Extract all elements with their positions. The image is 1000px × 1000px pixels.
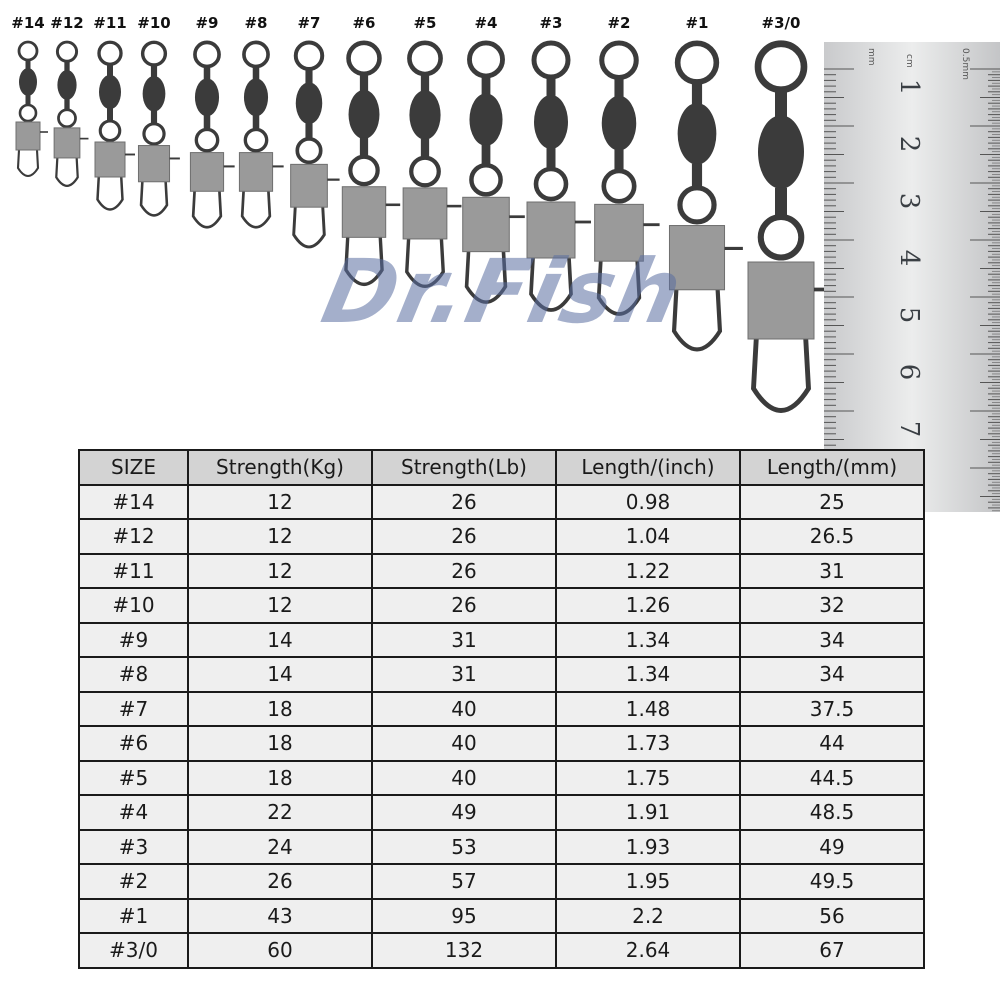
swivel-snap-icon [669, 43, 742, 349]
table-cell: #6 [79, 726, 188, 761]
table-cell: 48.5 [740, 795, 924, 830]
table-row [79, 485, 924, 520]
table-cell: #7 [79, 692, 188, 727]
table-cell: 44.5 [740, 761, 924, 796]
table-cell: 26 [372, 485, 556, 520]
table-cell: 40 [372, 692, 556, 727]
table-cell: #10 [79, 588, 188, 623]
size-label: #2 [607, 14, 631, 32]
table-cell: #4 [79, 795, 188, 830]
table-row [79, 519, 924, 554]
table-cell: #9 [79, 623, 188, 658]
size-label: #6 [352, 14, 376, 32]
table-cell: 12 [188, 588, 372, 623]
header-row [79, 450, 924, 485]
table-cell: 67 [740, 933, 924, 968]
size-label: #10 [137, 14, 171, 32]
swivel-snap-icon [291, 43, 340, 247]
brand-watermark: Dr.Fish [314, 240, 693, 343]
table-cell: 40 [372, 726, 556, 761]
column-header: Length/(mm) [740, 450, 924, 485]
table-cell: 1.34 [556, 657, 740, 692]
table-cell: 31 [740, 554, 924, 589]
table-cell: 37.5 [740, 692, 924, 727]
spec-table [78, 449, 925, 969]
table-cell: 18 [188, 726, 372, 761]
table-cell: 1.75 [556, 761, 740, 796]
column-header: SIZE [79, 450, 188, 485]
table-body [79, 485, 924, 968]
table-cell: 18 [188, 761, 372, 796]
size-label: #4 [474, 14, 498, 32]
ruler-number: 2 [894, 135, 924, 153]
table-row [79, 864, 924, 899]
table-cell: #14 [79, 485, 188, 520]
size-label: #5 [413, 14, 437, 32]
size-label: #8 [244, 14, 268, 32]
table-cell: 12 [188, 485, 372, 520]
table-cell: 1.04 [556, 519, 740, 554]
table-cell: 40 [372, 761, 556, 796]
table-cell: 12 [188, 554, 372, 589]
table-cell: 2.64 [556, 933, 740, 968]
table-cell: 31 [372, 657, 556, 692]
table-header [79, 450, 924, 485]
ruler-number: 7 [894, 420, 924, 438]
column-header: Strength(Kg) [188, 450, 372, 485]
table-cell: 49 [740, 830, 924, 865]
ruler-number: 3 [894, 192, 924, 210]
table-cell: 56 [740, 899, 924, 934]
swivel-snap-icon [342, 43, 400, 285]
table-row [79, 726, 924, 761]
table-cell: 1.95 [556, 864, 740, 899]
table-cell: 1.91 [556, 795, 740, 830]
ruler-number: 4 [894, 249, 924, 267]
swivel-snap-icon [16, 42, 48, 176]
table-cell: 26 [372, 588, 556, 623]
table-cell: 1.26 [556, 588, 740, 623]
table-cell: 26.5 [740, 519, 924, 554]
size-label: #3 [539, 14, 563, 32]
table-row [79, 692, 924, 727]
swivel-snap-icon [403, 43, 461, 287]
table-cell: 32 [740, 588, 924, 623]
table-cell: 49.5 [740, 864, 924, 899]
table-cell: 26 [188, 864, 372, 899]
table-cell: 1.48 [556, 692, 740, 727]
ruler-number: 6 [894, 363, 924, 381]
table-cell: #3/0 [79, 933, 188, 968]
table-row [79, 588, 924, 623]
table-row [79, 761, 924, 796]
ruler-unit-half-mm: 0.5mm [960, 48, 970, 80]
table-cell: 1.73 [556, 726, 740, 761]
column-header: Length/(inch) [556, 450, 740, 485]
table-cell: 26 [372, 519, 556, 554]
table-cell: 18 [188, 692, 372, 727]
size-label: #12 [50, 14, 84, 32]
size-label: #14 [11, 14, 45, 32]
table-cell: 60 [188, 933, 372, 968]
table-cell: 44 [740, 726, 924, 761]
table-cell: 25 [740, 485, 924, 520]
ruler-number: 5 [894, 306, 924, 324]
table-row [79, 554, 924, 589]
table-cell: 132 [372, 933, 556, 968]
table-cell: #2 [79, 864, 188, 899]
size-label: #1 [685, 14, 709, 32]
table-cell: 26 [372, 554, 556, 589]
table-cell: #1 [79, 899, 188, 934]
ruler-unit-cm: cm [904, 54, 914, 68]
swivel-snap-icon [239, 42, 283, 227]
table-row [79, 933, 924, 968]
table-cell: 34 [740, 657, 924, 692]
table-row [79, 657, 924, 692]
table-cell: 43 [188, 899, 372, 934]
size-label: #11 [93, 14, 127, 32]
swivel-snap-icon [595, 43, 660, 314]
table-cell: 12 [188, 519, 372, 554]
size-label: #9 [195, 14, 219, 32]
table-cell: 31 [372, 623, 556, 658]
table-cell: 14 [188, 657, 372, 692]
table-cell: 53 [372, 830, 556, 865]
table-row [79, 899, 924, 934]
table-cell: #12 [79, 519, 188, 554]
table-cell: 1.93 [556, 830, 740, 865]
swivel-snap-icon [527, 43, 591, 310]
table-cell: #11 [79, 554, 188, 589]
swivel-snap-icon [190, 42, 234, 227]
table-cell: #8 [79, 657, 188, 692]
swivel-snap-icon [463, 43, 525, 302]
size-label: #7 [297, 14, 321, 32]
table-cell: 34 [740, 623, 924, 658]
table-cell: 2.2 [556, 899, 740, 934]
table-cell: 1.34 [556, 623, 740, 658]
table-cell: #3 [79, 830, 188, 865]
table-cell: 14 [188, 623, 372, 658]
swivel-snap-icon [95, 42, 135, 209]
table-cell: 1.22 [556, 554, 740, 589]
table-row [79, 623, 924, 658]
table-row [79, 795, 924, 830]
size-label: #3/0 [761, 14, 801, 32]
ruler [824, 42, 1000, 512]
table-row [79, 830, 924, 865]
ruler-number: 1 [894, 78, 924, 96]
column-header: Strength(Lb) [372, 450, 556, 485]
table-cell: #5 [79, 761, 188, 796]
table-cell: 24 [188, 830, 372, 865]
table-cell: 95 [372, 899, 556, 934]
table-cell: 57 [372, 864, 556, 899]
swivel-snap-icon [138, 42, 179, 215]
table-cell: 0.98 [556, 485, 740, 520]
swivel-snap-icon [54, 42, 88, 186]
table-cell: 49 [372, 795, 556, 830]
table-cell: 22 [188, 795, 372, 830]
swivel-snap-icon [748, 44, 836, 411]
ruler-unit-mm: mm [866, 48, 876, 66]
